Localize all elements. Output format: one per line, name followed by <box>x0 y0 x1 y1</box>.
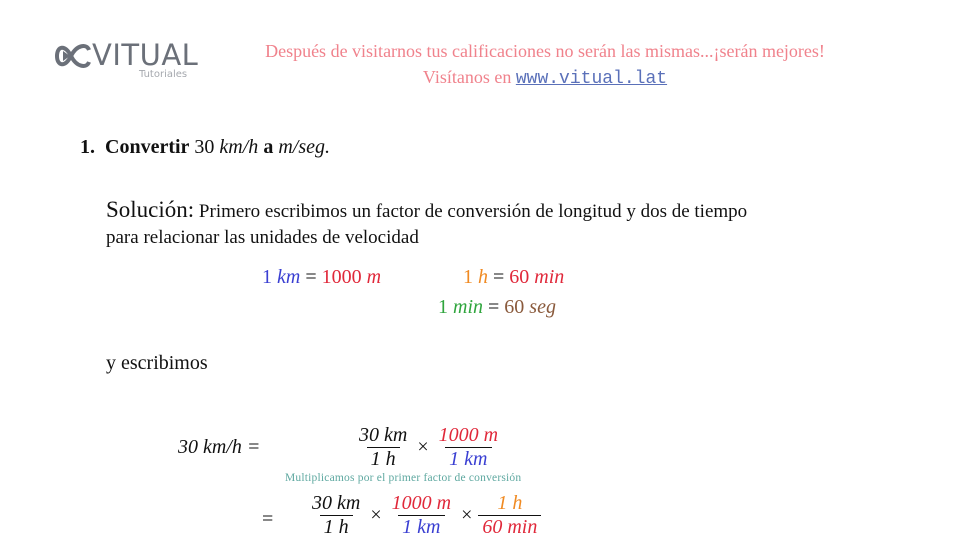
fraction-1000m-1km <box>435 424 502 471</box>
km-lhs-number: 1 <box>262 266 272 288</box>
calc-row-2 <box>308 492 541 539</box>
banner-line-1: Después de visitarnos tus calificaciones no serán las mismas...¡serán mejores! <box>265 41 825 61</box>
fraction-numerator: 1000 m <box>391 492 452 514</box>
fraction-denominator: 60 min <box>478 515 541 539</box>
fraction-denominator: 1 h <box>367 447 400 471</box>
play-infinity-icon <box>55 40 95 72</box>
km-equals: = <box>305 266 317 288</box>
header-banner <box>195 38 895 92</box>
problem-statement <box>80 136 330 159</box>
min-rhs-number: 60 <box>504 296 525 318</box>
problem-from-unit: km/h <box>219 136 259 158</box>
min-equals: = <box>488 296 500 318</box>
times-sign: × <box>461 504 473 526</box>
fraction-denominator: 1 km <box>398 515 444 539</box>
banner-line-2 <box>195 64 895 92</box>
min-lhs-unit: min <box>453 296 483 318</box>
connector-text: y escribimos <box>106 352 208 374</box>
vitual-logo[interactable] <box>55 38 200 82</box>
fraction-denominator: 1 h <box>320 515 353 539</box>
problem-number: 1. <box>80 136 95 158</box>
fraction-30km-1h <box>308 492 364 539</box>
fraction-30km-1h <box>355 424 411 471</box>
solution-paragraph <box>106 197 756 251</box>
solution-label: Solución: <box>106 197 195 222</box>
min-lhs-number: 1 <box>438 296 448 318</box>
calc-row-2-equals: = <box>262 508 274 530</box>
website-link[interactable]: www.vitual.lat <box>515 69 668 89</box>
fraction-denominator: 1 km <box>445 447 491 471</box>
fraction-numerator: 1000 m <box>438 424 499 446</box>
fraction-numerator: 30 km <box>312 492 361 514</box>
times-sign: × <box>370 504 382 526</box>
h-rhs-unit: min <box>534 266 565 288</box>
fraction-1h-60min <box>478 492 541 539</box>
calc-lhs: 30 km/h = <box>178 436 261 458</box>
calc-row-1 <box>355 424 502 471</box>
fraction-numerator: 30 km <box>359 424 408 446</box>
banner-visit-text: Visítanos en <box>422 67 512 87</box>
problem-value: 30 <box>194 136 215 158</box>
conversion-h-min <box>463 266 564 289</box>
annotation-first-factor: Multiplicamos por el primer factor de conversión <box>285 472 522 484</box>
km-lhs-unit: km <box>277 266 301 288</box>
fraction-1000m-1km <box>388 492 455 539</box>
conversion-km-m <box>262 266 381 289</box>
h-equals: = <box>493 266 505 288</box>
h-lhs-number: 1 <box>463 266 473 288</box>
h-rhs-number: 60 <box>509 266 530 288</box>
times-sign: × <box>417 436 429 458</box>
solution-text: Primero escribimos un factor de conversión de longitud y dos de tiempo para relacionar las unidades de velocidad <box>106 201 748 248</box>
logo-subtitle: Tutoriales <box>139 69 188 80</box>
min-rhs-unit: seg <box>529 296 556 318</box>
logo-name: VITUAL <box>92 38 199 72</box>
problem-verb: Convertir <box>105 136 190 158</box>
fraction-numerator: 1 h <box>497 492 523 514</box>
km-rhs-unit: m <box>366 266 382 288</box>
conversion-min-seg <box>438 296 556 319</box>
km-rhs-number: 1000 <box>321 266 362 288</box>
problem-connector: a <box>263 136 274 158</box>
h-lhs-unit: h <box>478 266 488 288</box>
problem-to-unit: m/seg. <box>278 136 330 158</box>
